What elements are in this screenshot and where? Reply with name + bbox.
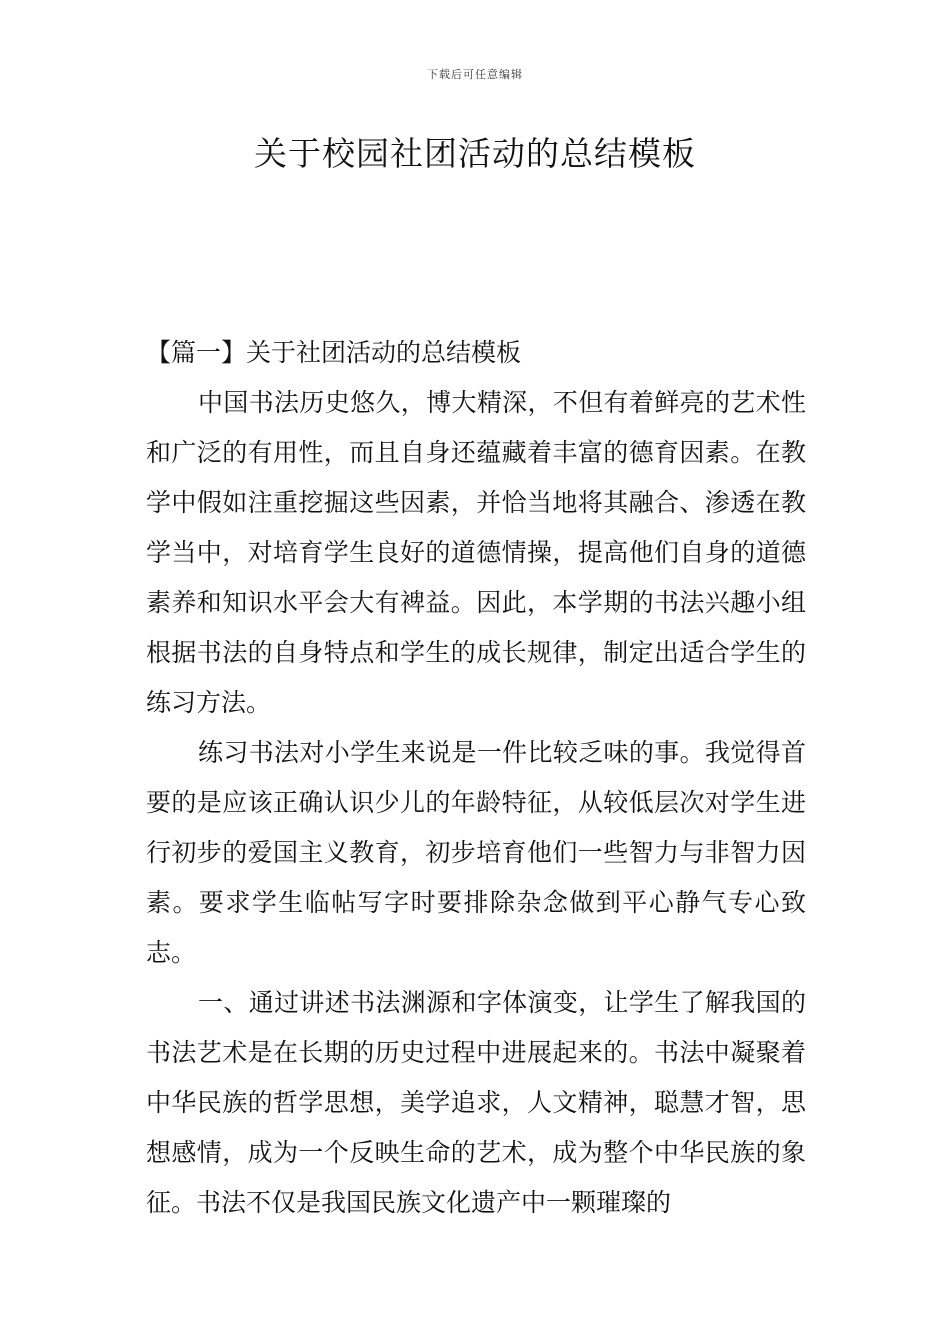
paragraph-2: 练习书法对小学生来说是一件比较乏味的事。我觉得首要的是应该正确认识少儿的年龄特征，从较低层次对学生进行初步的爱国主义教育，初步培育他们一些智力与非智力因素。要求学生临帖写字时要排除杂念做到平心静气专心致志。 <box>146 738 806 967</box>
paragraph-3: 一、通过讲述书法渊源和字体演变，让学生了解我国的书法艺术是在长期的历史过程中进展起来的。书法中凝聚着中华民族的哲学思想，美学追求，人文精神，聪慧才智，思想感情，成为一个反映生命的艺术，成为整个中华民族的象征。书法不仅是我国民族文化遗产中一颗璀璨的 <box>146 988 806 1217</box>
header-note: 下载后可任意编辑 <box>427 68 523 81</box>
section-heading: 【篇一】关于社团活动的总结模板 <box>146 338 522 367</box>
document-title: 关于校园社团活动的总结模板 <box>254 134 696 173</box>
document-body <box>146 328 806 1228</box>
paragraph-1: 中国书法历史悠久，博大精深，不但有着鲜亮的艺术性和广泛的有用性，而且自身还蕴藏着丰富的德育因素。在教学中假如注重挖掘这些因素，并恰当地将其融合、渗透在教学当中，对培育学生良好的道德情操，提高他们自身的道德素养和知识水平会大有裨益。因此，本学期的书法兴趣小组根据书法的自身特点和学生的成长规律，制定出适合学生的练习方法。 <box>146 388 806 717</box>
